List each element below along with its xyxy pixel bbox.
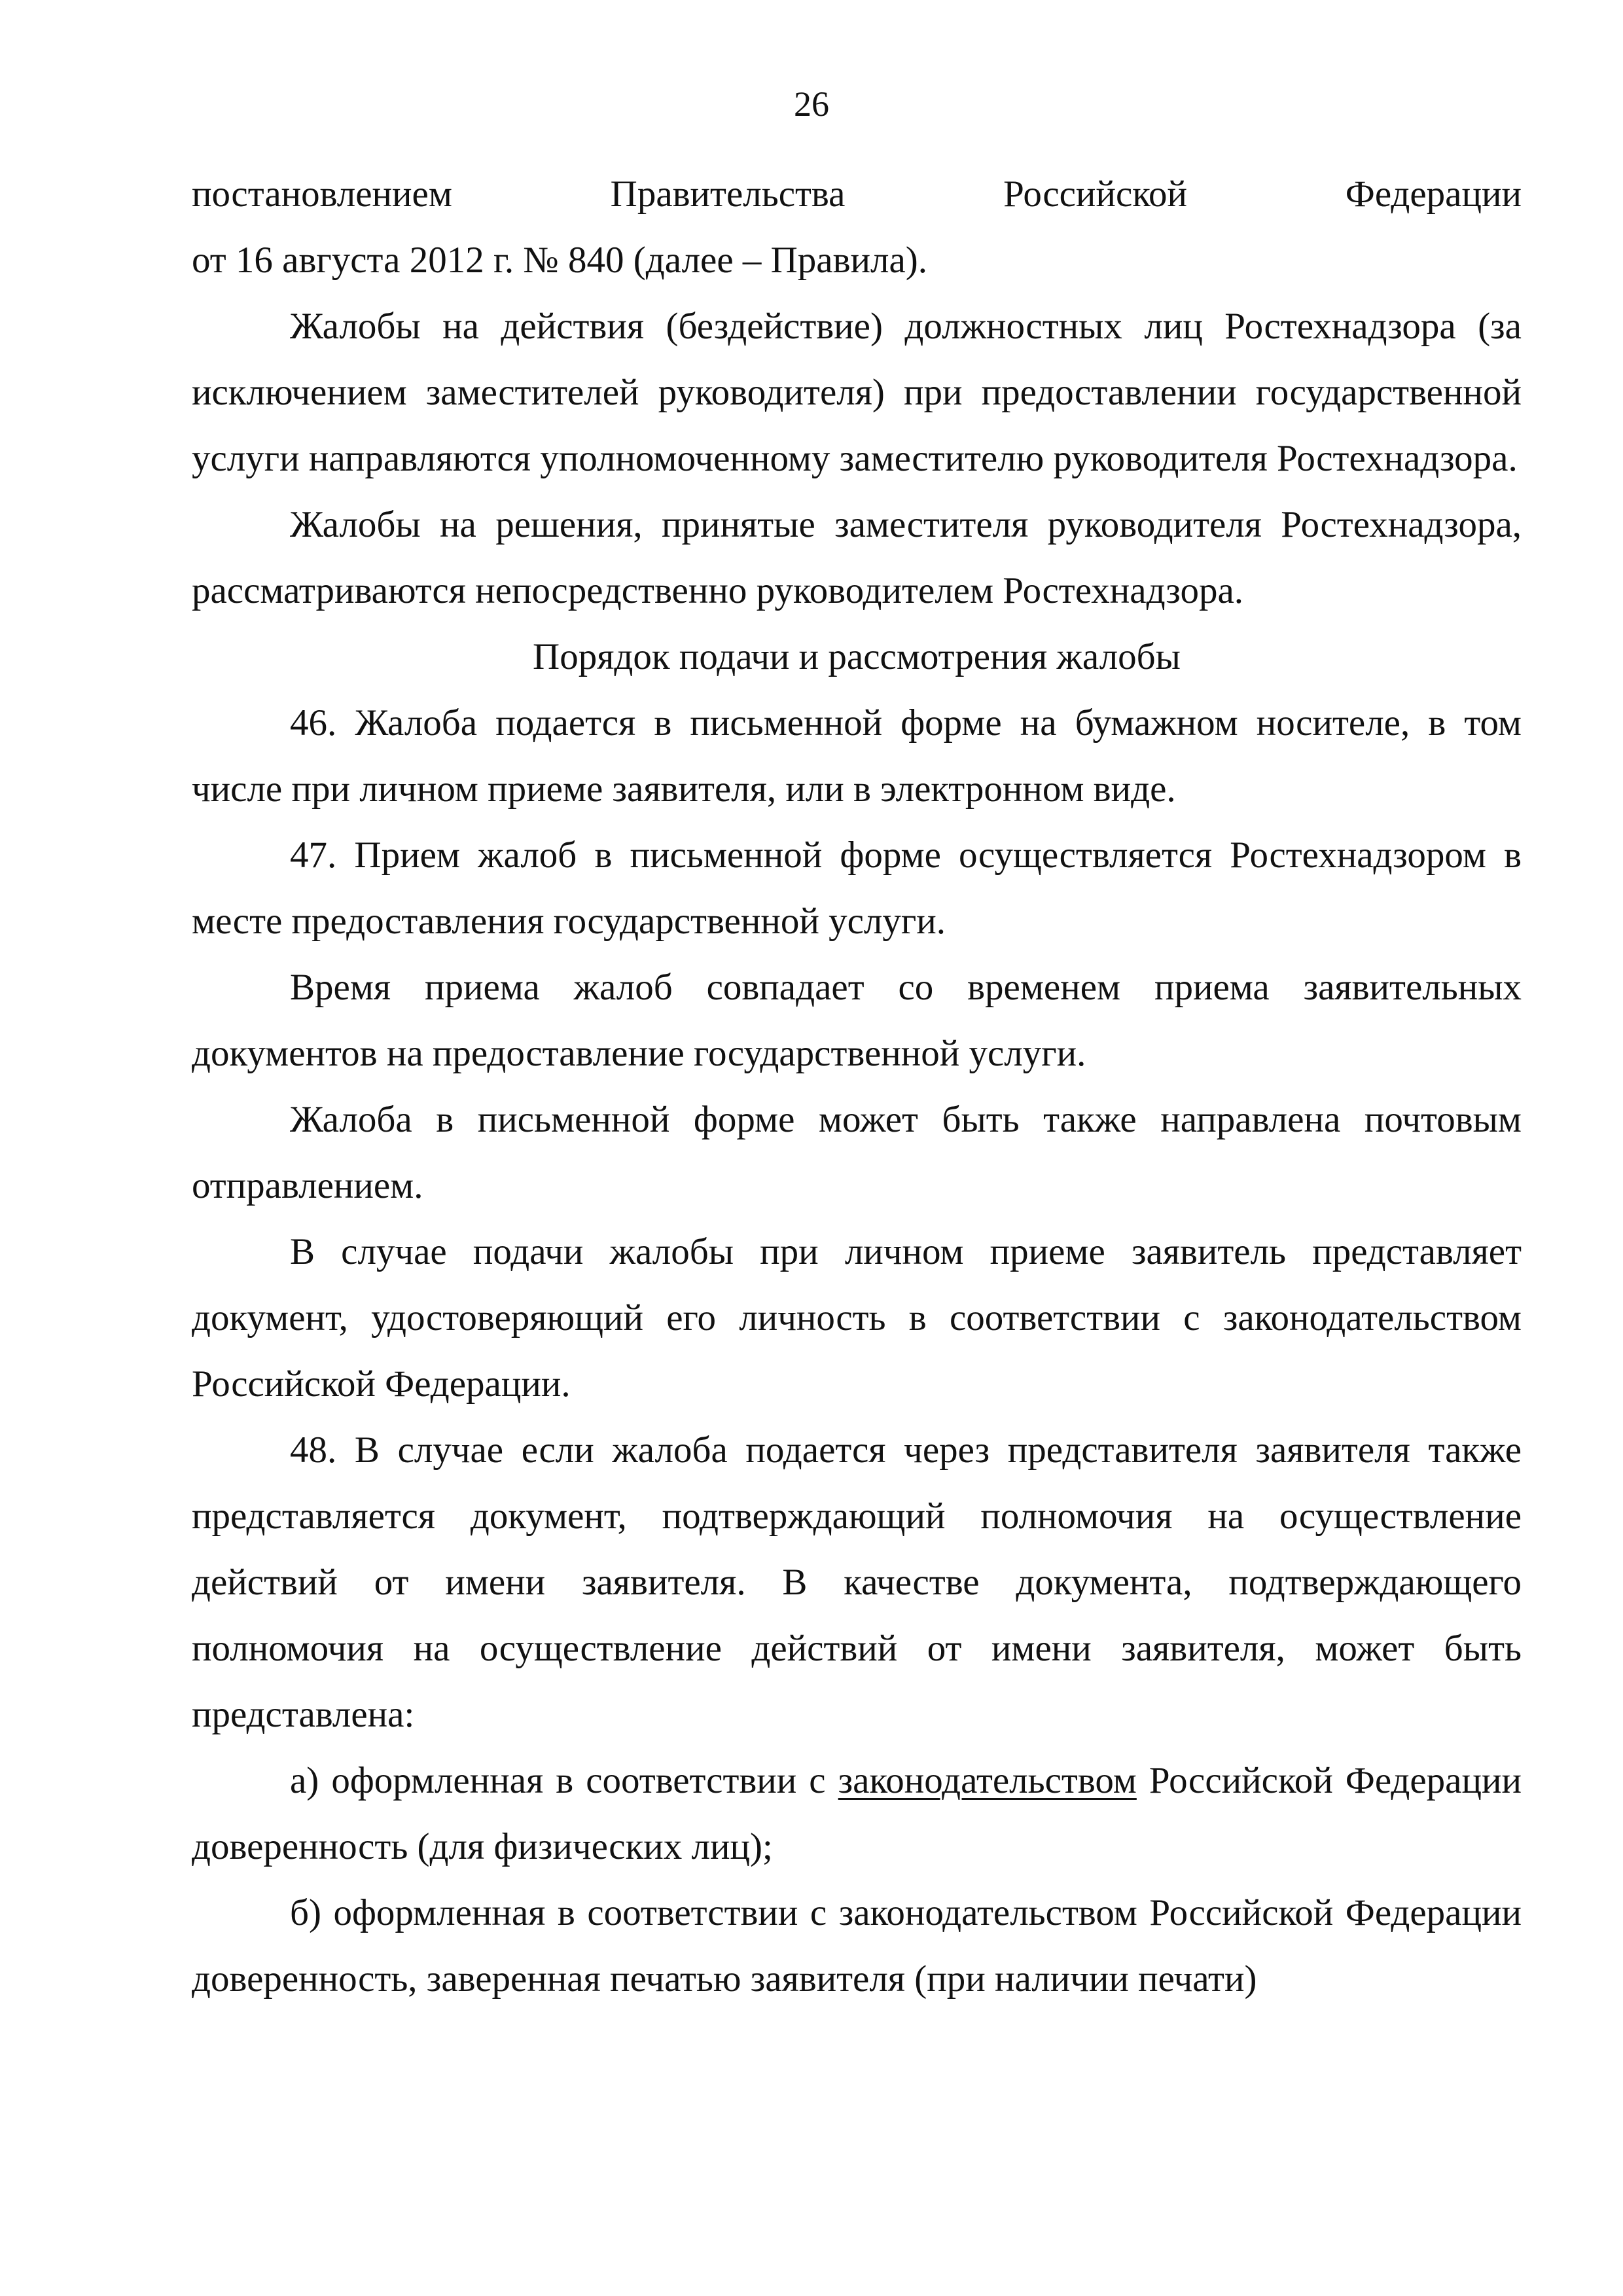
list-item-b: б) оформленная в соответствии с законодательством Российской Федерации доверенность, заверенная печатью заявителя (при наличии печати) bbox=[192, 1892, 1522, 2000]
continued-line: постановлением Правительства Российской Федерации bbox=[192, 173, 1522, 215]
page-number: 26 bbox=[794, 84, 829, 124]
paragraph-47: 47. Прием жалоб в письменной форме осуществляется Ростехнадзором в месте предоставления государственной услуги. bbox=[192, 834, 1522, 942]
list-item-a bbox=[192, 1748, 1522, 1880]
paragraph-48: 48. В случае если жалоба подается через представителя заявителя также представляется документ, подтверждающий полномочия на осуществление действий от имени заявителя. В качестве документа, подтверждающего полномочия на осуществление действий от имени заявителя, может быть представлена: bbox=[192, 1429, 1522, 1735]
section-heading: Порядок подачи и рассмотрения жалобы bbox=[533, 636, 1181, 677]
paragraph-complaints-officials: Жалобы на действия (бездействие) должностных лиц Ростехнадзора (за исключением заместителей руководителя) при предоставлении государственной услуги направляются уполномоченному заместителю руководителя Ростехнадзора. bbox=[192, 306, 1522, 479]
continued-line-end: от 16 августа 2012 г. № 840 (далее – Правила). bbox=[192, 240, 927, 281]
paragraph-reception-time: Время приема жалоб совпадает со временем приема заявительных документов на предоставление государственной услуги. bbox=[192, 967, 1522, 1074]
document-body bbox=[192, 161, 1522, 2012]
paragraph-personal-reception: В случае подачи жалобы при личном приеме заявитель представляет документ, удостоверяющий его личность в соответствии с законодательством Российской Федерации. bbox=[192, 1231, 1522, 1405]
legislation-link[interactable]: законодательством bbox=[838, 1760, 1137, 1801]
paragraph-46: 46. Жалоба подается в письменной форме на бумажном носителе, в том числе при личном приеме заявителя, или в электронном виде. bbox=[192, 702, 1522, 810]
list-item-a-start: а) оформленная в соответствии с bbox=[290, 1760, 838, 1801]
paragraph-complaints-deputy: Жалобы на решения, принятые заместителя руководителя Ростехнадзора, рассматриваются непосредственно руководителем Ростехнадзора. bbox=[192, 504, 1522, 611]
paragraph-postal: Жалоба в письменной форме может быть также направлена почтовым отправлением. bbox=[192, 1099, 1522, 1206]
list-item-a-end: Российской Федерации доверенность (для физических лиц); bbox=[192, 1760, 1522, 1867]
